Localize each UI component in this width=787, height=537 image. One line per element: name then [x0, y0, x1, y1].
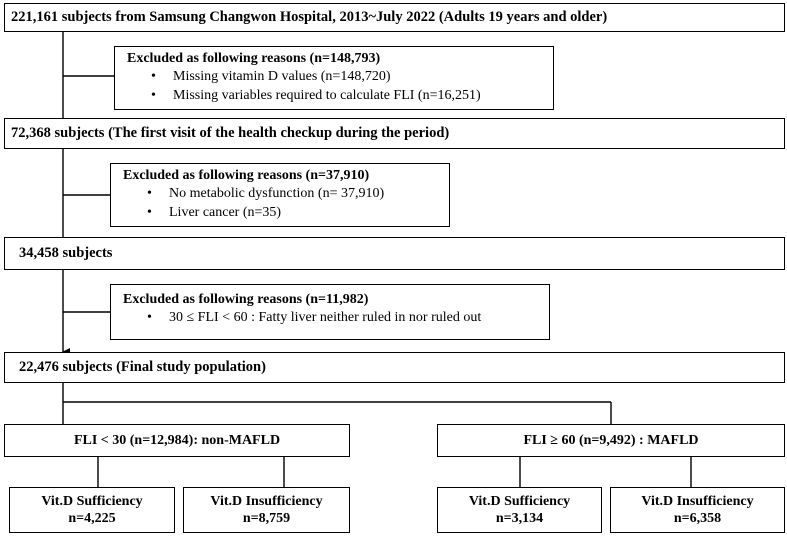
exclusion2-item: • No metabolic dysfunction (n= 37,910)	[147, 186, 385, 201]
exclusion2-box	[110, 163, 450, 227]
exclusion3-box	[110, 284, 550, 340]
group-mafld-box	[437, 424, 785, 457]
final-population-box	[4, 352, 785, 383]
subgroup-mafld-insufficiency	[610, 487, 785, 533]
group-non-mafld-label: FLI < 30 (n=12,984): non-MAFLD	[73, 433, 281, 448]
final-population-label: 22,476 subjects (Final study population)	[19, 359, 266, 375]
subgroup-non-mafld-sufficiency	[9, 487, 175, 533]
exclusion1-box	[114, 46, 554, 110]
subgroup-title: Vit.D Sufficiency	[41, 494, 143, 509]
subgroup-title: Vit.D Sufficiency	[468, 494, 571, 509]
exclusion3-header: Excluded as following reasons (n=11,982)	[123, 292, 369, 307]
exclusion1-header: Excluded as following reasons (n=148,793)	[127, 51, 381, 66]
step3-box	[4, 237, 785, 270]
subgroup-title: Vit.D Insufficiency	[210, 494, 323, 509]
subgroup-count: n=8,759	[242, 511, 291, 526]
exclusion3-item: • 30 ≤ FLI < 60 : Fatty liver neither ruled in nor ruled out	[147, 310, 482, 325]
step1-box	[4, 3, 785, 32]
group-non-mafld-box	[4, 424, 350, 457]
group-mafld-label: FLI ≥ 60 (n=9,492) : MAFLD	[523, 433, 699, 448]
subgroup-title: Vit.D Insufficiency	[641, 494, 754, 509]
exclusion1-item: • Missing vitamin D values (n=148,720)	[151, 69, 391, 84]
subgroup-count: n=3,134	[495, 511, 544, 526]
step3-label: 34,458 subjects	[19, 245, 113, 261]
step2-label: 72,368 subjects (The first visit of the health checkup during the period)	[11, 125, 450, 141]
exclusion2-header: Excluded as following reasons (n=37,910)	[123, 168, 370, 183]
exclusion1-item: • Missing variables required to calculate FLI (n=16,251)	[151, 87, 481, 103]
subgroup-count: n=4,225	[68, 511, 116, 526]
step2-box	[4, 118, 785, 149]
subgroup-count: n=6,358	[673, 511, 722, 526]
subgroup-mafld-sufficiency	[437, 487, 602, 533]
subgroup-non-mafld-insufficiency	[183, 487, 350, 533]
step1-label: 221,161 subjects from Samsung Changwon Hospital, 2013~July 2022 (Adults 19 years and older)	[11, 9, 608, 25]
exclusion2-item: • Liver cancer (n=35)	[147, 204, 282, 220]
